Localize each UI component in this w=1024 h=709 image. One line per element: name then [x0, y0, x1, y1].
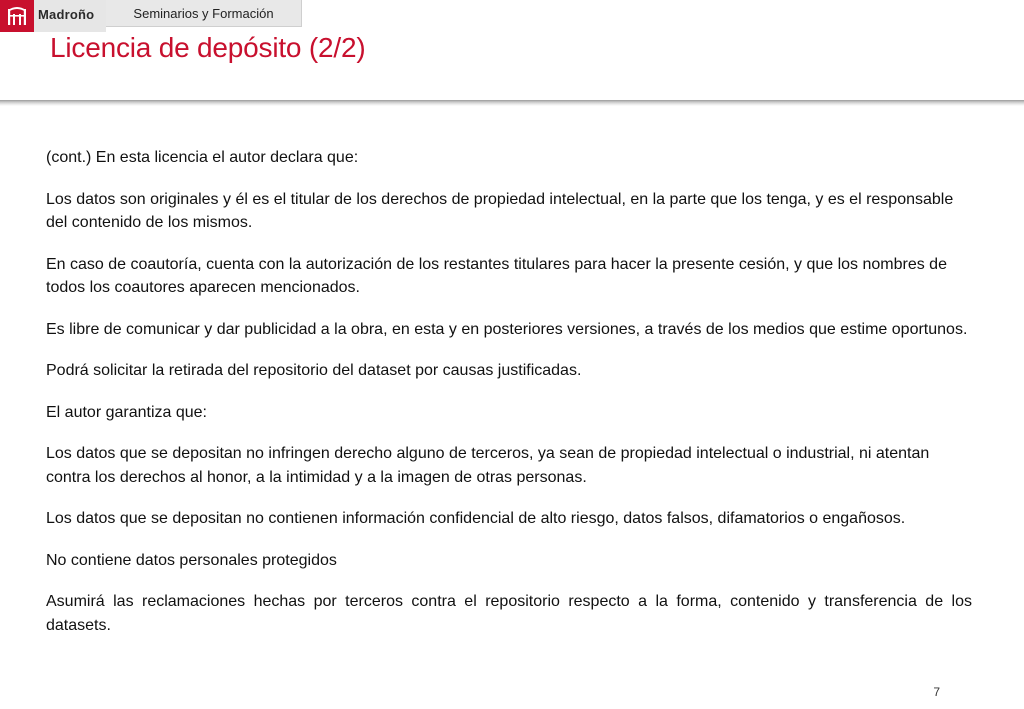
paragraph-publicidad: Es libre de comunicar y dar publicidad a la obra, en esta y en posteriores versiones, a través de los medios que estime oportunos.: [46, 320, 968, 338]
brand-name: Madroño: [38, 7, 95, 22]
paragraph-confidencial: Los datos que se depositan no contienen información confidencial de alto riesgo, datos falsos, difamatorios o engañosos.: [46, 510, 906, 527]
paragraph-intro: (cont.) En esta licencia el autor declara que:: [46, 149, 359, 166]
slide-body: [46, 146, 972, 655]
section-tab: Seminarios y Formación: [106, 0, 302, 27]
madrono-logo-mark: [7, 6, 27, 26]
page-number: 7: [933, 685, 940, 699]
page-title: Licencia de depósito (2/2): [50, 32, 366, 63]
paragraph-retirada: Podrá solicitar la retirada del repositorio del dataset por causas justificadas.: [46, 362, 582, 379]
paragraph-reclamaciones: Asumirá las reclamaciones hechas por terceros contra el repositorio respecto a la forma, contenido y transferencia de los datasets.: [46, 593, 972, 634]
brand-label-area: [34, 0, 106, 32]
paragraph-terceros: Los datos que se depositan no infringen derecho alguno de terceros, ya sean de propiedad intelectual o industrial, ni atentan contra los derechos al honor, a la intimidad y a la imagen de otras personas.: [46, 445, 930, 486]
paragraph-coautoria: En caso de coautoría, cuenta con la autorización de los restantes titulares para hacer la presente cesión, y que los nombres de todos los coautores aparecen mencionados.: [46, 255, 947, 296]
madrono-logo-icon: [0, 0, 34, 32]
paragraph-garantiza: El autor garantiza que:: [46, 403, 207, 421]
title-divider: [0, 100, 1024, 106]
paragraph-datos-personales: No contiene datos personales protegidos: [46, 551, 337, 569]
paragraph-originales: Los datos son originales y él es el titular de los derechos de propiedad intelectual, en la parte que los tenga, y es el responsable del contenido de los mismos.: [46, 190, 954, 231]
